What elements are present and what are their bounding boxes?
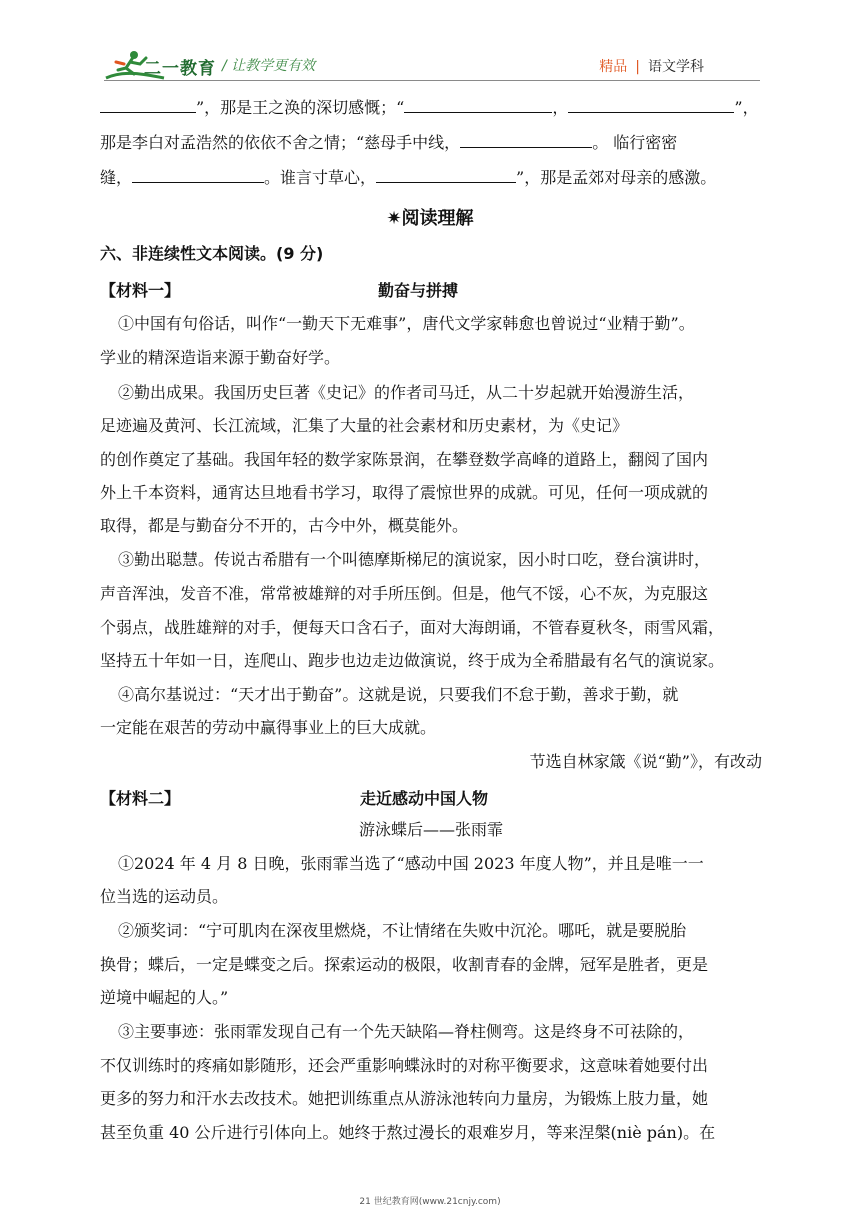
quality-label: 精品 — [599, 59, 628, 75]
m1-line: ②勤出成果。我国历史巨著《史记》的作者司马迁，从二十岁起就开始漫游生活， — [118, 383, 695, 402]
m1-line: ①中国有句俗话，叫作“一勤天下无难事”，唐代文学家韩愈也曾说过“业精于勤”。 — [118, 314, 695, 333]
blank-field[interactable] — [568, 98, 734, 113]
m1-line: 一定能在艰苦的劳动中赢得事业上的巨大成就。 — [100, 718, 437, 737]
material2-label: 【材料二】 — [100, 789, 181, 808]
m2-line: ①2024 年 4 月 8 日晚，张雨霏当选了“感动中国 2023 年度人物”，并且是唯一一 — [118, 854, 704, 873]
m2-line: ②颁奖词：“宁可肌肉在深夜里燃烧，不让情绪在失败中沉沦。哪吒，就是要脱胎 — [118, 921, 687, 940]
header-separator: | — [635, 59, 640, 75]
page-header — [0, 0, 860, 80]
question-heading: 六、非连续性文本阅读。(9 分) — [100, 244, 324, 263]
logo-text: 二一教育 — [144, 59, 216, 79]
m1-line: 外上千本资料，通宵达旦地看书学习，取得了震惊世界的成就。可见，任何一项成就的 — [100, 483, 709, 502]
fill-line-3: 缝， 。谁言寸草心， ”，那是孟郊对母亲的感激。 — [100, 168, 717, 187]
m2-line: 更多的努力和汗水去改技术。她把训练重点从游泳池转向力量房，为锻炼上肢力量，她 — [100, 1089, 709, 1108]
header-divider — [104, 80, 760, 81]
m2-line: 换骨；蝶后，一定是蝶变之后。探索运动的极限，收割青春的金牌，冠军是胜者，更是 — [100, 955, 709, 974]
blank-field[interactable] — [404, 98, 552, 113]
m1-line: ③勤出聪慧。传说古希腊有一个叫德摩斯梯尼的演说家，因小时口吃，登台演讲时， — [118, 550, 711, 569]
fill-line-2: 那是李白对孟浩然的依依不舍之情；“慈母手中线， 。 临行密密 — [100, 133, 678, 152]
fill-line-1: ”，那是王之涣的深切感慨；“ ， ”， — [100, 98, 762, 118]
m1-source: 节选自林家箴《说“勤”》，有改动 — [529, 752, 762, 771]
blank-field[interactable] — [132, 168, 264, 183]
material1-label: 【材料一】 — [100, 281, 181, 300]
material1-title: 勤奋与拼搏 — [378, 281, 459, 300]
m1-line: 声音浑浊，发音不准，常常被雄辩的对手所压倒。但是，他气不馁，心不灰，为克服这 — [100, 584, 709, 603]
material2-subtitle: 游泳蝶后——张雨霏 — [358, 820, 503, 839]
header-right — [599, 56, 704, 76]
m1-line: 足迹遍及黄河、长江流域，汇集了大量的社会素材和历史素材，为《史记》 — [100, 416, 629, 435]
section-title: ✷阅读理解 — [386, 208, 474, 229]
m1-line: 取得，都是与勤奋分不开的，古今中外，概莫能外。 — [100, 516, 469, 535]
slogan: / 让教学更有效 — [222, 58, 316, 74]
blank-field[interactable] — [460, 133, 592, 148]
m2-line: 逆境中崛起的人。” — [100, 988, 229, 1007]
m1-line: 的创作奠定了基础。我国年轻的数学家陈景润，在攀登数学高峰的道路上，翻阅了国内 — [100, 450, 709, 469]
blank-field[interactable] — [376, 168, 516, 183]
material2-title: 走近感动中国人物 — [360, 789, 489, 808]
m2-line: 位当选的运动员。 — [100, 887, 229, 906]
subject-label: 语文学科 — [648, 59, 704, 75]
m2-line: 甚至负重 40 公斤进行引体向上。她终于熬过漫长的艰难岁月，等来涅槃(niè pán)。在 — [100, 1123, 716, 1142]
page-footer: 21 世纪教育网(www.21cnjy.com) — [359, 1197, 501, 1207]
m1-line: ④高尔基说过：“天才出于勤奋”。这就是说，只要我们不怠于勤，善求于勤，就 — [118, 685, 679, 704]
blank-field[interactable] — [100, 98, 196, 113]
m1-line: 个弱点，战胜雄辩的对手，便每天口含石子，面对大海朗诵，不管春夏秋冬，雨雪风霜， — [100, 618, 725, 637]
m2-line: ③主要事迹：张雨霏发现自己有一个先天缺陷—脊柱侧弯。这是终身不可祛除的， — [118, 1022, 695, 1041]
m1-line: 坚持五十年如一日，连爬山、跑步也边走边做演说，终于成为全希腊最有名气的演说家。 — [100, 651, 725, 670]
m2-line: 不仅训练时的疼痛如影随形，还会严重影响蝶泳时的对称平衡要求，这意味着她要付出 — [100, 1056, 709, 1075]
m1-line: 学业的精深造诣来源于勤奋好学。 — [100, 348, 341, 367]
